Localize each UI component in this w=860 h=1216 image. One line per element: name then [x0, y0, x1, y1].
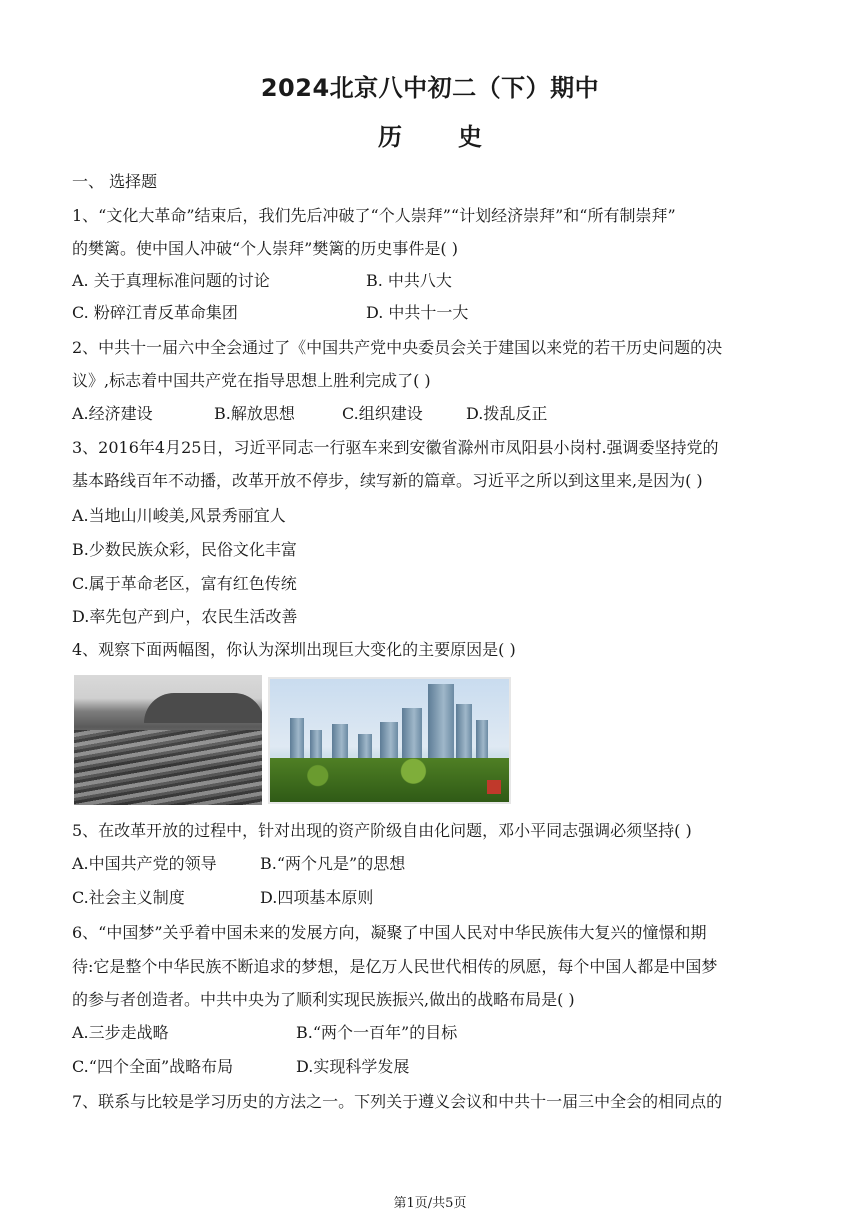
question-6-line-2: 待:它是整个中华民族不断追求的梦想，是亿万人民世代相传的夙愿，每个中国人都是中国梦 [72, 957, 718, 976]
question-2-option-c: C.组织建设 [342, 404, 423, 423]
question-5-option-d: D.四项基本原则 [260, 888, 374, 907]
question-6-option-a: A.三步走战略 [72, 1023, 169, 1042]
question-3-option-a: A.当地山川峻美,风景秀丽宜人 [72, 506, 286, 525]
question-1-option-b: B. 中共八大 [366, 271, 452, 290]
question-6-option-c: C.“四个全面”战略布局 [72, 1057, 234, 1076]
question-3-option-d: D.率先包产到户，农民生活改善 [72, 607, 298, 626]
question-1-line-1: 1、“文化大革命”结束后，我们先后冲破了“个人崇拜”“计划经济崇拜”和“所有制崇拜” [72, 206, 676, 225]
photo-trees [270, 758, 509, 802]
page-footer: 第1页/共5页 [393, 1196, 467, 1211]
question-1-option-a: A. 关于真理标准问题的讨论 [72, 271, 270, 290]
subject-title: 历史 [378, 123, 538, 151]
photo-houses [74, 730, 262, 805]
modern-shenzhen-photo [268, 677, 511, 804]
question-3-option-c: C.属于革命老区，富有红色传统 [72, 574, 297, 593]
seal-stamp [487, 780, 501, 794]
question-6-line-3: 的参与者创造者。中共中央为了顺利实现民族振兴,做出的战略布局是( ) [72, 990, 575, 1009]
question-1-option-c: C. 粉碎江青反革命集团 [72, 303, 238, 322]
question-2-option-a: A.经济建设 [72, 404, 153, 423]
question-1-line-2: 的樊篱。使中国人冲破“个人崇拜”樊篱的历史事件是( ) [72, 239, 458, 258]
question-5-line-1: 5、在改革开放的过程中，针对出现的资产阶级自由化问题，邓小平同志强调必须坚持( ) [72, 821, 692, 840]
section-heading: 一、 选择题 [72, 172, 158, 191]
question-5-option-a: A.中国共产党的领导 [72, 854, 217, 873]
question-6-line-1: 6、“中国梦”关乎着中国未来的发展方向，凝聚了中国人民对中华民族伟大复兴的憧憬和期 [72, 923, 707, 942]
photo-hill [144, 693, 262, 723]
question-3-line-2: 基本路线百年不动播，改革开放不停步，续写新的篇章。习近平之所以到这里来,是因为( ) [72, 471, 703, 490]
question-2-line-1: 2、中共十一届六中全会通过了《中国共产党中央委员会关于建国以来党的若干历史问题的决 [72, 338, 723, 357]
question-3-option-b: B.少数民族众彩，民俗文化丰富 [72, 540, 297, 559]
question-3-line-1: 3、2016年4月25日，习近平同志一行驱车来到安徽省滁州市凤阳县小岗村.强调委坚持党的 [72, 438, 719, 457]
question-6-option-d: D.实现科学发展 [296, 1057, 410, 1076]
question-4-line-1: 4、观察下面两幅图，你认为深圳出现巨大变化的主要原因是( ) [72, 640, 516, 659]
question-7-line-1: 7、联系与比较是学习历史的方法之一。下列关于遵义会议和中共十一届三中全会的相同点的 [72, 1092, 723, 1111]
photo-building [428, 684, 454, 764]
photo-building [402, 708, 422, 764]
question-2-line-2: 议》,标志着中国共产党在指导思想上胜利完成了( ) [72, 371, 431, 390]
question-2-option-b: B.解放思想 [214, 404, 295, 423]
question-6-option-b: B.“两个一百年”的目标 [296, 1023, 458, 1042]
photo-building [456, 704, 472, 764]
question-5-option-b: B.“两个凡是”的思想 [260, 854, 406, 873]
page-title: 2024北京八中初二（下）期中 [260, 74, 600, 102]
question-2-option-d: D.拨乱反正 [466, 404, 548, 423]
question-1-option-d: D. 中共十一大 [366, 303, 469, 322]
question-5-option-c: C.社会主义制度 [72, 888, 185, 907]
old-shenzhen-photo [74, 675, 262, 805]
